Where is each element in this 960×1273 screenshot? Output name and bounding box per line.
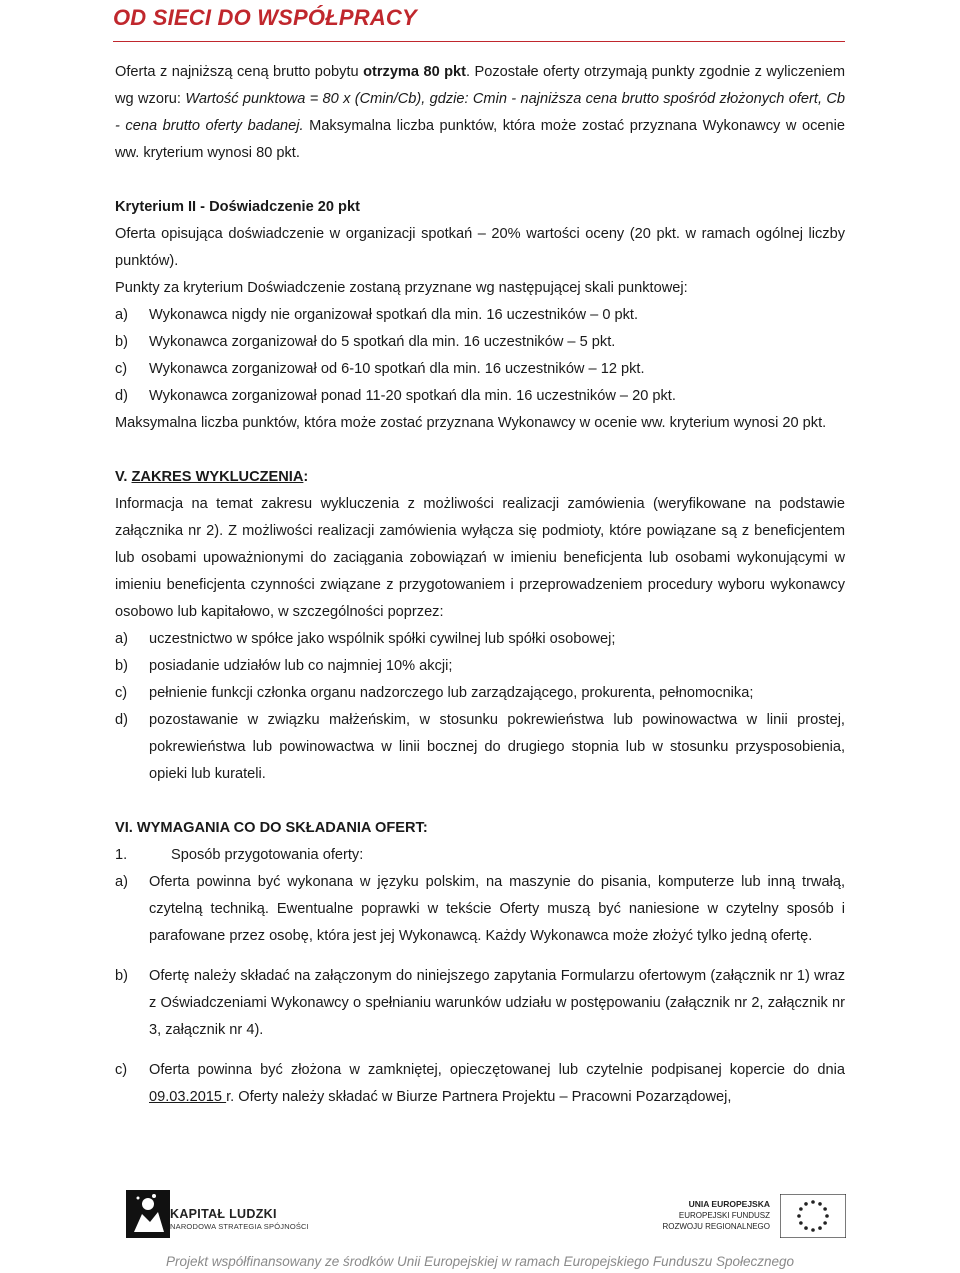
- eu-star-icon: [811, 1200, 815, 1204]
- eu-star-icon: [797, 1214, 801, 1218]
- list-label: d): [115, 388, 128, 404]
- list-label: 1.: [115, 847, 128, 863]
- list-item: [115, 302, 845, 329]
- section-6-subheading: [115, 842, 845, 869]
- criterion-2-scale-list: [115, 302, 845, 410]
- list-text: Wykonawca zorganizował do 5 spotkań dla min. 16 uczestników – 5 pkt.: [149, 334, 616, 350]
- list-text: [149, 1057, 845, 1111]
- document-body: [115, 59, 845, 1111]
- list-text: Wykonawca zorganizował ponad 11-20 spotkań dla min. 16 uczestników – 20 pkt.: [149, 388, 676, 404]
- list-label: a): [115, 874, 128, 890]
- list-label: c): [115, 1062, 128, 1078]
- list-text: Oferta powinna być wykonana w języku polskim, na maszynie do pisania, komputerze lub inną trwałą, czytelną techniką. Ewentualne poprawki w tekście Oferty muszą być naniesione w czytelny sposób i parafowane przez osobę, która jest jej Wykonawcą. Każdy Wykonawca może złożyć tylko jedną ofertę.: [149, 874, 845, 944]
- section-5-paragraph: Informacja na temat zakresu wykluczenia z możliwości realizacji zamówienia (weryfikowane na podstawie załącznika nr 2). Z możliwości realizacji zamówienia wyłącza się podmioty, które powiązane są z beneficjentem lub osobami upoważnionymi do zaciągania zobowiązań w imieniu beneficjenta lub osobami wykonującymi w imieniu beneficjenta czynności związane z przygotowaniem i przeprowadzeniem procedury wyboru wykonawcy osobowo lub kapitałowo, w szczególności poprzez:: [115, 496, 845, 620]
- header-divider: [113, 41, 845, 42]
- strategy-label: NARODOWA STRATEGIA SPÓJNOŚCI: [170, 1222, 309, 1231]
- eu-star-icon: [823, 1221, 827, 1225]
- list-item: [115, 653, 845, 680]
- kapital-ludzki-label: KAPITAŁ LUDZKI: [170, 1207, 277, 1221]
- eu-label-line: EUROPEJSKI FUNDUSZ: [678, 1211, 770, 1220]
- list-label: a): [115, 631, 128, 647]
- criterion-2-max: Maksymalna liczba punktów, która może zostać przyznana Wykonawcy w ocenie ww. kryterium wynosi 20 pkt.: [115, 415, 827, 431]
- list-text: posiadanie udziałów lub co najmniej 10% akcji;: [149, 658, 453, 674]
- section-6-item-c: [115, 1057, 845, 1111]
- eu-star-icon: [818, 1202, 822, 1206]
- bold-span: otrzyma 80 pkt: [363, 64, 467, 80]
- eu-star-icon: [799, 1207, 803, 1211]
- section-6-item-a: [115, 869, 845, 950]
- eu-star-icon: [804, 1202, 808, 1206]
- section-6-item-b: [115, 963, 845, 1044]
- document-header-title: OD SIECI DO WSPÓŁPRACY: [113, 5, 417, 30]
- list-label: c): [115, 685, 128, 701]
- cofinancing-note: Projekt współfinansowany ze środków Unii Europejskiej w ramach Europejskiego Funduszu Społecznego: [165, 1254, 795, 1269]
- list-item: [115, 383, 845, 410]
- list-text: Ofertę należy składać na załączonym do niniejszego zapytania Formularzu ofertowym (załącznik nr 1) wraz z Oświadczeniami Wykonawcy o spełnianiu warunków udziału w postępowaniu (załącznik nr 2, załącznik nr 3, załącznik nr 4).: [149, 968, 845, 1038]
- criterion-2-heading: Kryterium II - Doświadczenie 20 pkt: [115, 199, 360, 215]
- section-colon: :: [303, 469, 309, 485]
- list-label: b): [115, 334, 128, 350]
- criterion-2-scale: Punkty za kryterium Doświadczenie zostaną przyznane wg następującej skali punktowej:: [115, 280, 688, 296]
- list-text: Wykonawca nigdy nie organizował spotkań dla min. 16 uczestników – 0 pkt.: [149, 307, 639, 323]
- eu-star-icon: [825, 1214, 829, 1218]
- list-label: a): [115, 307, 128, 323]
- text-span: Oferta powinna być złożona w zamkniętej, opieczętowanej lub czytelnie podpisanej kopercie do dnia: [149, 1062, 845, 1078]
- list-item: [115, 329, 845, 356]
- list-item: [115, 626, 845, 653]
- eu-fund-label: [662, 1199, 770, 1232]
- list-label: b): [115, 658, 128, 674]
- list-text: pozostawanie w związku małżeńskim, w stosunku pokrewieństwa lub powinowactwa w linii prostej, pokrewieństwa lub powinowactwa w linii bocznej do drugiego stopnia lub w stosunku przysposobienia, opieki lub kurateli.: [149, 712, 845, 782]
- list-item: [115, 680, 845, 707]
- text-span: . Pozostałe oferty otrzymają punkty zgodnie z wyliczeniem wg wzoru:: [115, 64, 845, 107]
- list-label: c): [115, 361, 128, 377]
- section-number: V.: [115, 469, 128, 485]
- text-span: r. Oferty należy składać w Biurze Partnera Projektu – Pracowni Pozarządowej,: [226, 1089, 732, 1105]
- eu-star-icon: [799, 1221, 803, 1225]
- page-footer: [0, 1180, 960, 1273]
- section-5-list: [115, 626, 845, 788]
- list-text: Sposób przygotowania oferty:: [171, 847, 364, 863]
- eu-label-line: ROZWOJU REGIONALNEGO: [662, 1222, 770, 1231]
- text-span: Maksymalna liczba punktów, która może zostać przyznana Wykonawcy w ocenie ww. kryterium wynosi 80 pkt.: [115, 118, 845, 161]
- criterion-2-intro: Oferta opisująca doświadczenie w organizacji spotkań – 20% wartości oceny (20 pkt. w ramach ogólnej liczby punktów).: [115, 226, 845, 269]
- text-span: Oferta z najniższą ceną brutto pobytu: [115, 64, 364, 80]
- eu-star-icon: [804, 1226, 808, 1230]
- list-text: pełnienie funkcji członka organu nadzorczego lub zarządzającego, prokurenta, pełnomocnika;: [149, 685, 754, 701]
- list-text: uczestnictwo w spółce jako wspólnik spółki cywilnej lub spółki osobowej;: [149, 631, 616, 647]
- list-item: [115, 707, 845, 788]
- formula-span: Wartość punktowa = 80 x (Cmin/Cb), gdzie: Cmin - najniższa cena brutto spośród złożonych ofert, Cb - cena brutto oferty badanej.: [115, 91, 845, 134]
- section-6-heading: VI. WYMAGANIA CO DO SKŁADANIA OFERT:: [115, 820, 428, 836]
- eu-star-icon: [818, 1226, 822, 1230]
- eu-label-line: UNIA EUROPEJSKA: [688, 1199, 770, 1209]
- section-5-heading: [115, 464, 845, 491]
- list-label: b): [115, 968, 128, 984]
- section-title: ZAKRES WYKLUCZENIA: [131, 469, 304, 485]
- eu-flag-icon: [780, 1194, 846, 1238]
- eu-star-icon: [823, 1207, 827, 1211]
- list-text: Wykonawca zorganizował od 6-10 spotkań dla min. 16 uczestników – 12 pkt.: [149, 361, 645, 377]
- deadline-date: 09.03.2015: [149, 1089, 227, 1105]
- list-item: [115, 356, 845, 383]
- eu-star-icon: [811, 1228, 815, 1232]
- criterion-1-paragraph: [115, 59, 845, 167]
- list-label: d): [115, 712, 128, 728]
